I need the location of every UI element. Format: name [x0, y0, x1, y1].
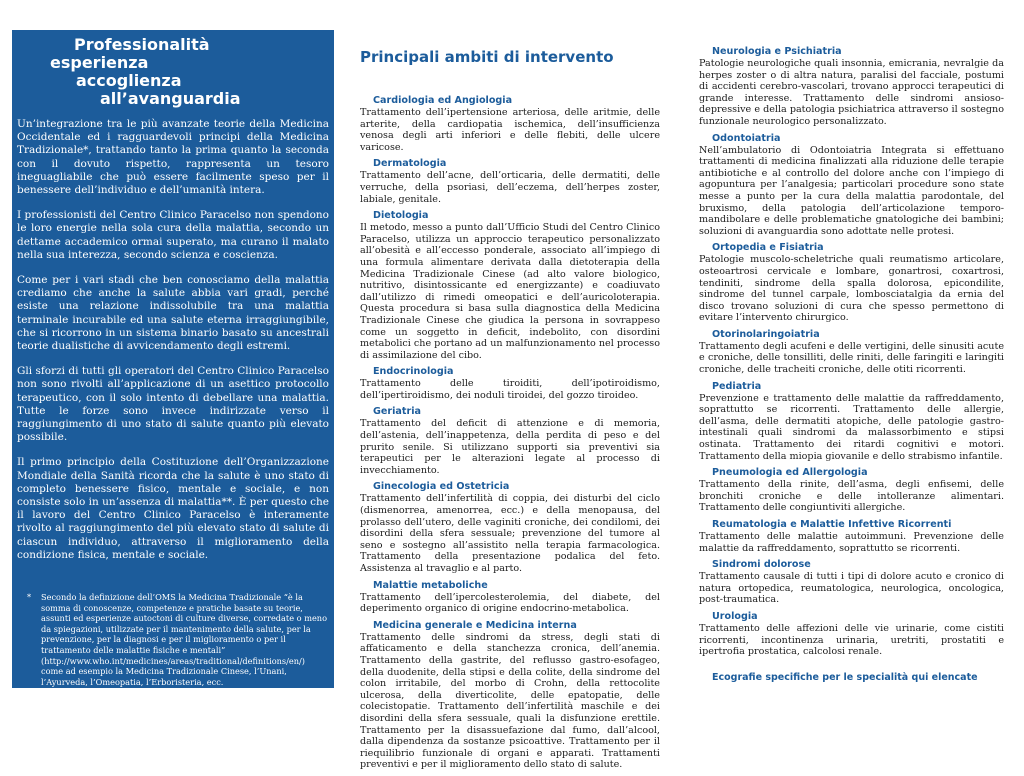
footnote-mark: * — [27, 592, 32, 602]
specialty-section — [360, 210, 660, 361]
specialty-section — [699, 559, 1004, 606]
specialty-section — [360, 95, 660, 153]
specialty-heading: Pneumologia ed Allergologia — [712, 467, 868, 479]
specialty-heading: Endocrinologia — [373, 366, 454, 378]
specialties-column-right — [699, 46, 1004, 663]
footnote-text: Secondo la definizione dell’OMS la Medicina Tradizionale “è la somma di conoscenze, competenze e pratiche basate su teorie, assunti ed esperienze autoctoni di culture diverse, corredate o meno da spiegazioni, utilizzate per il mantenimento della salute, per la prevenzione, per la diagnosi e per il miglioramento o per il trattamento delle malattie fisiche e mentali” (http://www.who.int/medicines/areas/traditional/definitions/en/) come ad esempio la Medicina Tradizionale Cinese, l’Unani, l’Ayurveda, l’Omeopatia, l’Erboristeria, ecc. — [41, 592, 328, 687]
specialty-section — [360, 580, 660, 615]
specialty-section — [699, 46, 1004, 128]
specialty-heading: Odontoiatria — [712, 132, 781, 144]
specialty-text: Nell’ambulatorio di Odontoiatria Integrata si effettuano trattamenti di medicina finalizzati alla riduzione delle terapie antibiotiche e al controllo del dolore anche con l’impiego di agopuntura per l’analgesia; particolari procedure sono state messe a punto per la cura della malattia parodontale, del bruxismo, della patologia dell’articolazione temporo-mandibolare e delle problematiche gnatologiche dei bambini; soluzioni di avanguardia sono adottate nelle protesi. — [699, 144, 1004, 237]
panel-headline — [50, 36, 241, 108]
specialty-heading: Dermatologia — [373, 158, 447, 170]
specialty-text: Trattamento delle sindromi da stress, degli stati di affaticamento e della stanchezza cronica, dell’anemia. Trattamento della gastrite, del reflusso gastro-esofageo, della duodenite, della stipsi e della colite, della sindrome del colon irritabile, del morbo di Crohn, della rettocolite ulcerosa, della diverticolite, delle epatopatie, delle colecistopatie. Trattamento dell’infertilità maschile e dei disordini della sfera sessuale, quali la disfunzione erettile. Trattamento per la disassuefazione dal fumo, dall’alcool, dalla dipendenza da sostanze psicoattive. Trattamento per il riequilibrio funzionale di organi e apparati. Trattamenti preventivi e per il miglioramento dello stato di salute. — [360, 631, 660, 771]
specialty-text: Trattamento delle tiroiditi, dell’ipotiroidismo, dell’ipertiroidismo, dei noduli tiroidei, del gozzo tiroideo. — [360, 378, 660, 401]
intro-paragraph: Un’integrazione tra le più avanzate teorie della Medicina Occidentale ed i ragguardevoli principi della Medicina Tradizionale*, trattando tanto la prima quanto la seconda con il dovuto rispetto, rappresenta un tesoro ineguagliabile che può essere facilmente speso per il benessere dell’individuo e dell’umanità intera. — [17, 118, 329, 197]
specialty-text: Il metodo, messo a punto dall’Ufficio Studi del Centro Clinico Paracelso, utilizza un approccio terapeutico personalizzato all’obesità e all’eccesso ponderale, associato all’impiego di una formula alimentare derivata dalla dietoterapia della Medicina Tradizionale Cinese (ad alto valore biologico, nutritivo, disintossicante ed energizzante) e coadiuvato dall’utilizzo di rimedi omeopatici e dell’auricoloterapia. Questa procedura si basa sulla diagnostica della Medicina Tradizionale Cinese che giudica la persona in sovrappeso come un soggetto in deficit, indebolito, con disordini metabolici che portano ad un malfunzionamento nel processo di assimilazione del cibo. — [360, 222, 660, 361]
footnote-text: Testo originale: “Health is a state of complete physical, mental and social well-being and not merely the absence of disease or infirmity” — [41, 691, 327, 712]
specialty-text: Patologie neurologiche quali insonnia, emicrania, nevralgie da herpes zoster o di altra natura, paralisi del facciale, postumi di accidenti cerebro-vascolari, trovano approcci terapeutici di grande interesse. Trattamento delle sindromi ansioso-depressive e della patologia psichiatrica attraverso il sostegno funzionale neurologico personalizzato. — [699, 58, 1004, 127]
specialty-text: Trattamento delle malattie autoimmuni. Prevenzione delle malattie da raffreddamento, soprattutto se ricorrenti. — [699, 531, 1004, 554]
specialty-heading: Cardiologia ed Angiologia — [373, 95, 513, 106]
specialty-section — [360, 406, 660, 476]
specialty-heading: Malattie metaboliche — [373, 579, 488, 591]
specialty-text: Trattamento dell’ipertensione arteriosa, delle aritmie, delle arterite, della cardiopatia ischemica, dell’insufficienza venosa degli arti inferiori e delle flebiti, delle ulcere varicose. — [360, 107, 660, 153]
specialty-heading: Urologia — [712, 610, 758, 622]
specialty-heading: Sindromi dolorose — [712, 559, 811, 571]
footnotes — [17, 592, 329, 717]
intro-paragraph: I professionisti del Centro Clinico Paracelso non spendono le loro energie nella sola cura della malattia, secondo un dettame accademico ormai superato, ma curano il malato nella sua interezza, secondo scienza e coscienza. — [17, 209, 329, 261]
footer-note: Ecografie specifiche per le specialità qui elencate — [712, 672, 978, 683]
specialty-section — [360, 366, 660, 401]
headline-line: accoglienza — [76, 71, 182, 90]
intro-body — [17, 118, 329, 574]
specialty-section — [360, 620, 660, 771]
specialty-text: Prevenzione e trattamento delle malattie da raffreddamento, soprattutto se ricorrenti. Trattamento delle allergie, dell’asma, delle dermatiti atopiche, delle patologie gastro-intestinali quali sindromi da malassorbimento e stipsi ostinata. Trattamento dei ritardi cognitivi e motori. Trattamento della miopia giovanile e dello strabismo infantile. — [699, 392, 1004, 462]
specialty-heading: Medicina generale e Medicina interna — [373, 619, 577, 631]
intro-paragraph: Come per i vari stadi che ben conosciamo della malattia crediamo che anche la salute abbia vari gradi, perché esiste una relazione indissolubile tra una malattia terminale incurabile ed una salute eterna irraggiungibile, che si ricorrono in un sistema binario basato su ancestrali teorie dualistiche di avvicendamento degli estremi. — [17, 274, 329, 353]
intro-panel — [12, 30, 334, 712]
specialty-heading: Ortopedia e Fisiatria — [712, 242, 824, 254]
specialty-heading: Neurologia e Psichiatria — [712, 46, 842, 57]
headline-line: esperienza — [50, 53, 149, 72]
specialty-heading: Otorinolaringoiatria — [712, 328, 820, 340]
specialty-text: Patologie muscolo-scheletriche quali reumatismo articolare, osteoartrosi cervicale e lombare, gonartrosi, coxartrosi, tendiniti, sindrome della spalla dolorosa, epicondilite, sindrome del tunnel carpale, lombosciatalgia da ernia del disco trovano soluzioni di cura che spesso permettono di evitare l’intervento chirurgico. — [699, 254, 1004, 324]
specialty-section — [699, 242, 1004, 324]
specialty-heading: Geriatria — [373, 406, 421, 418]
specialty-text: Trattamento dell’ipercolesterolemia, del diabete, del deperimento organico di origine endocrino-metabolica. — [360, 591, 660, 615]
specialty-section — [699, 133, 1004, 238]
specialty-section — [360, 158, 660, 205]
specialty-text: Trattamento causale di tutti i tipi di dolore acuto e cronico di natura ortopedica, reumatologica, neurologica, oncologica, post-traumatica. — [699, 571, 1004, 606]
page-title: Principali ambiti di intervento — [360, 48, 614, 66]
specialty-section — [699, 611, 1004, 658]
specialty-section — [360, 481, 660, 574]
specialty-text: Trattamento dell’infertilità di coppia, dei disturbi del ciclo (dismenorrea, amenorrea, ecc.) e della menopausa, del prolasso dell’utero, delle vaginiti croniche, dei condilomi, dei disordini della sfera sessuale; prevenzione del tumore al seno e sostegno all’assistito nella terapia farmacologica. Trattamento della presentazione podalica del feto. Assistenza al travaglio e al parto. — [360, 493, 660, 574]
headline-line: Professionalità — [74, 35, 210, 54]
specialty-section — [699, 329, 1004, 376]
footnote-mark: ** — [27, 691, 36, 702]
specialty-heading: Reumatologia e Malattie Infettive Ricorrenti — [712, 519, 952, 530]
specialty-heading: Ginecologia ed Ostetricia — [373, 481, 510, 493]
specialty-heading: Dietologia — [373, 210, 429, 222]
specialty-text: Trattamento del deficit di attenzione e di memoria, dell’astenia, dell’inappetenza, della perdita di peso e del prurito senile. Si utilizzano supporti sia preventivi sia terapeutici per le alterazioni legate al processo di invecchiamento. — [360, 418, 660, 476]
specialty-text: Trattamento dell’acne, dell’orticaria, delle dermatiti, delle verruche, della psoriasi, dell’eczema, dell’herpes zoster, labiale, genitale. — [360, 170, 660, 205]
specialty-heading: Pediatria — [712, 380, 762, 392]
specialty-section — [699, 519, 1004, 554]
intro-paragraph: Il primo principio della Costituzione dell’Organizzazione Mondiale della Sanità ricorda che la salute è uno stato di completo benessere fisico, mentale e sociale, e non consiste solo in un’assenza di malattia**. È per questo che il lavoro del Centro Clinico Paracelso è interamente rivolto al raggiungimento del più elevato stato di salute di ciascun individuo, attraverso il miglioramento della condizione fisica, mentale e sociale. — [17, 456, 329, 561]
intro-paragraph: Gli sforzi di tutti gli operatori del Centro Clinico Paracelso non sono rivolti all’applicazione di un asettico protocollo terapeutico, con il solo intento di debellare una malattia. Tutte le forze sono invece indirizzate verso il raggiungimento di uno stato di salute quanto più elevato possibile. — [17, 365, 329, 444]
specialty-text: Trattamento della rinite, dell’asma, degli enfisemi, delle bronchiti croniche e delle intolleranze alimentari. Trattamento delle congiuntiviti allergiche. — [699, 479, 1004, 514]
footnote — [17, 691, 329, 712]
specialty-section — [699, 467, 1004, 514]
specialty-section — [699, 381, 1004, 463]
footnote — [17, 592, 329, 687]
specialty-text: Trattamento degli acufeni e delle vertigini, delle sinusiti acute e croniche, delle tonsilliti, delle riniti, delle faringiti e laringiti croniche, delle tracheiti croniche, delle otiti ricorrenti. — [699, 340, 1004, 376]
specialty-text: Trattamento delle affezioni delle vie urinarie, come cistiti ricorrenti, incontinenza urinaria, uretriti, prostatiti e ipertrofia prostatica, calcolosi renale. — [699, 622, 1004, 658]
specialties-column-middle — [360, 95, 660, 776]
headline-line: all’avanguardia — [100, 89, 241, 108]
